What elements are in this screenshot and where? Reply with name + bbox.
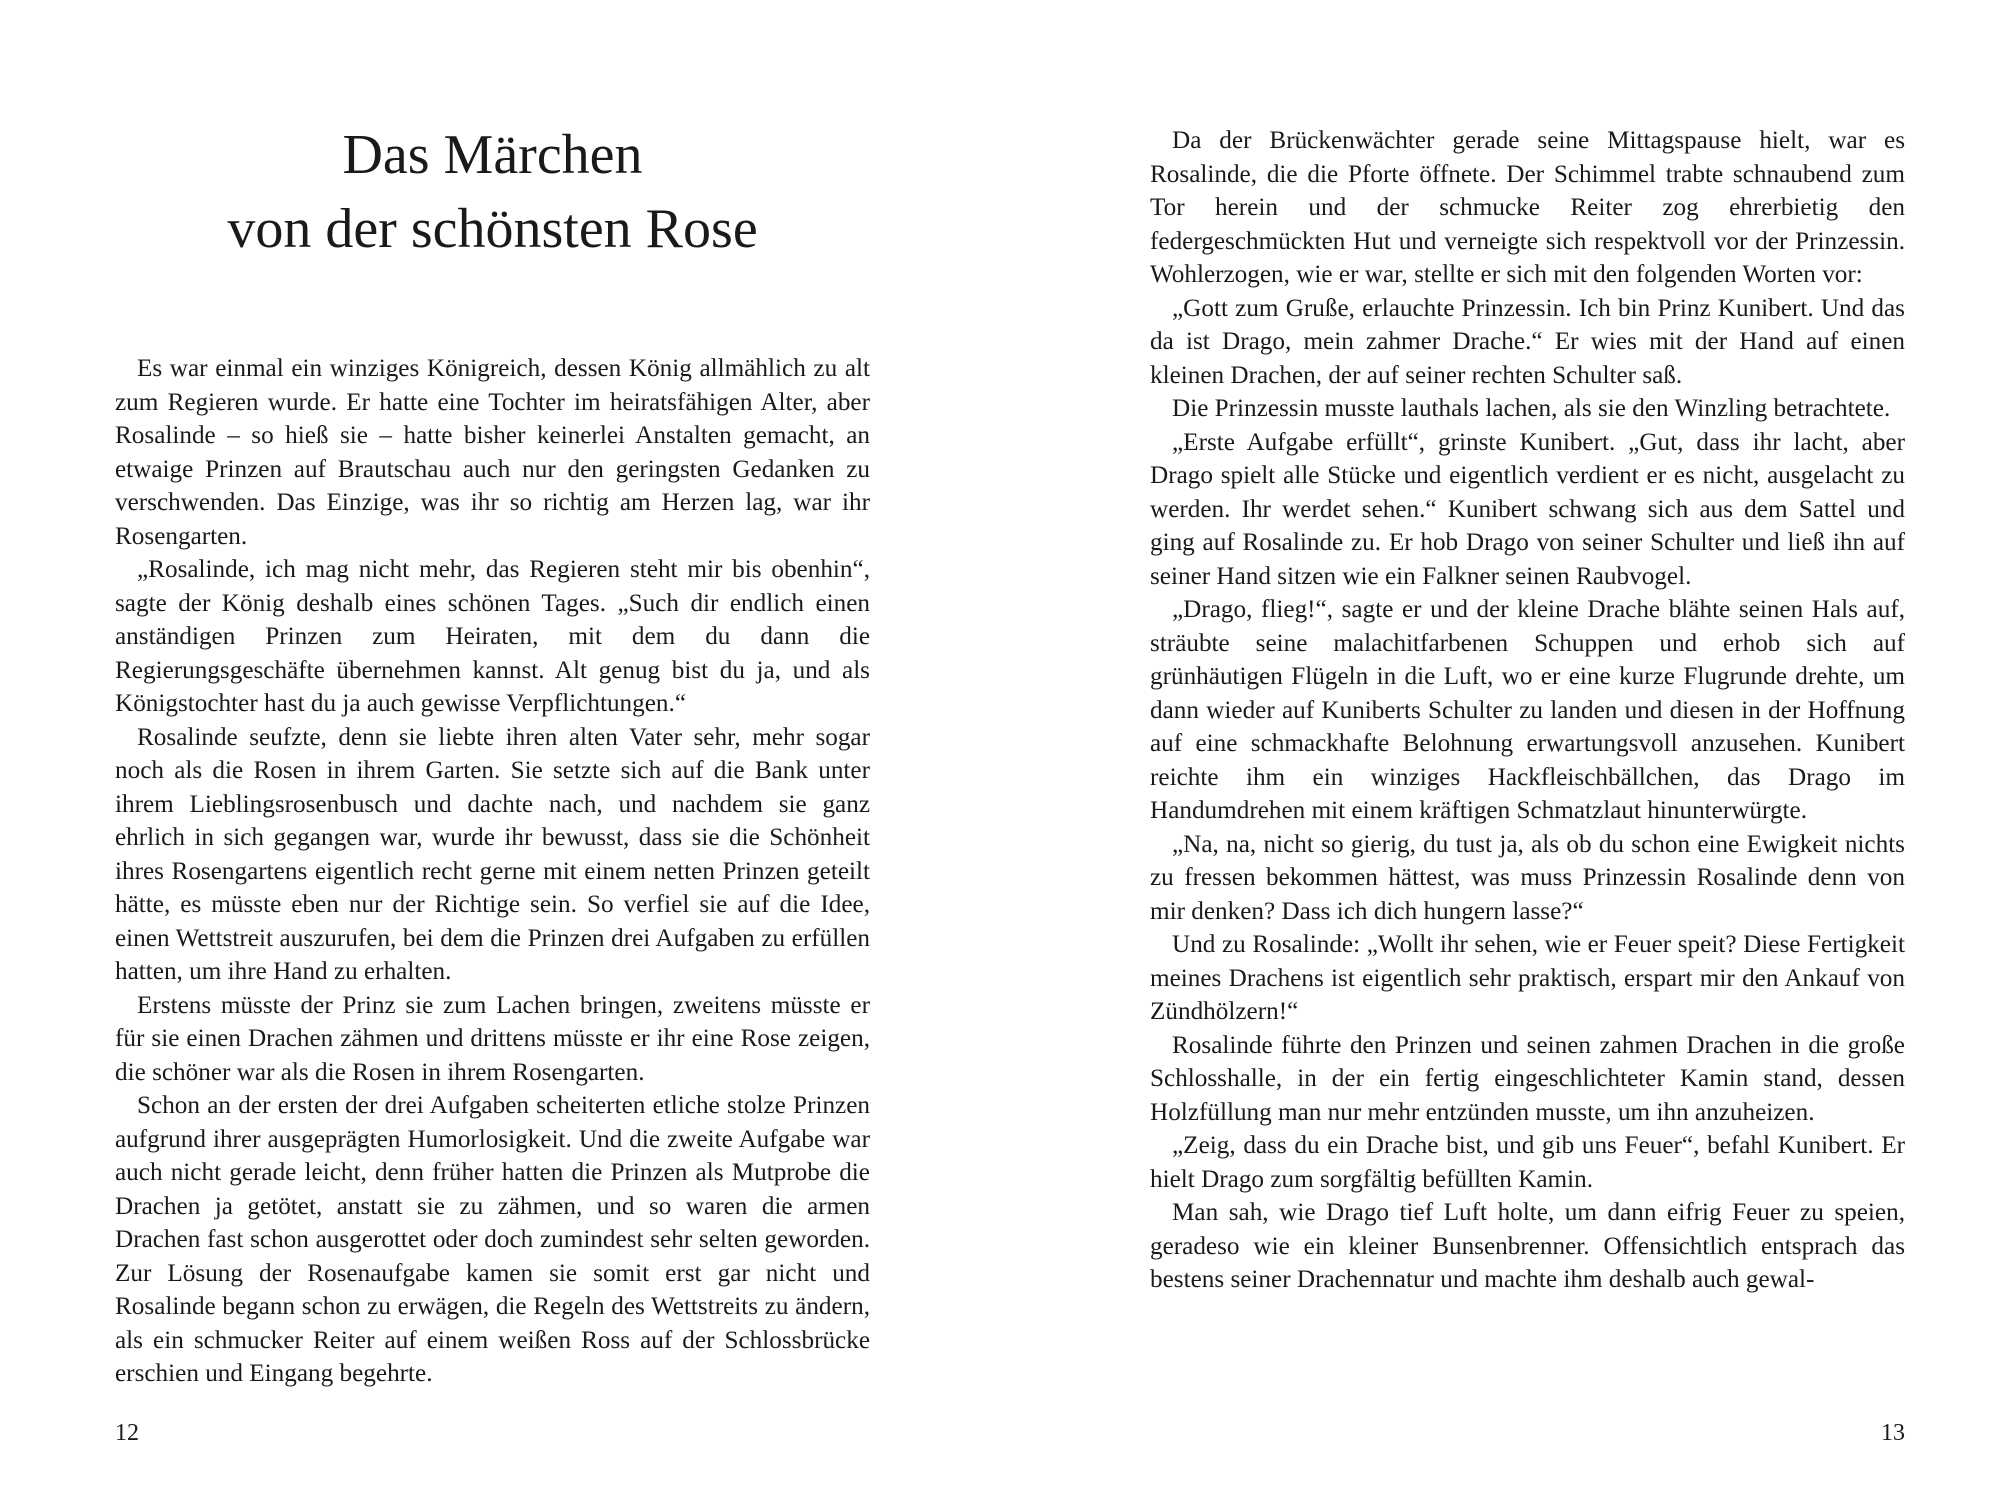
paragraph: Schon an der ersten der drei Aufgaben scheiterten etliche stolze Prinzen aufgrund ihrer ausgeprägten Humorlosigkeit. Und die zweite Aufgabe war auch nicht gerade leicht, denn früher hatten die Prinzen als Mutprobe die Drachen ja getötet, anstatt sie zu zähmen, und so waren die armen Drachen fast schon ausgerottet oder doch zumindest sehr selten geworden. Zur Lösung der Rosenaufgabe kamen sie somit erst gar nicht und Rosalinde begann schon zu erwägen, die Regeln des Wettstreits zu ändern, als ein schmucker Reiter auf einem weißen Ross auf der Schlossbrücke erschien und Eingang begehrte. bbox=[115, 1092, 870, 1387]
left-page-body bbox=[115, 352, 870, 1391]
paragraph: „Erste Aufgabe erfüllt“, grinste Kunibert. „Gut, dass ihr lacht, aber Drago spielt alle Stücke und eigentlich verdient er es nicht, ausgelacht zu werden. Ihr werdet sehen.“ Kunibert schwang sich aus dem Sattel und ging auf Rosalinde zu. Er hob Drago von seiner Schulter und ließ ihn auf seiner Hand sitzen wie ein Falkner seinen Raubvogel. bbox=[1150, 428, 1905, 590]
paragraph: „Gott zum Gruße, erlauchte Prinzessin. Ich bin Prinz Kunibert. Und das da ist Drago, mein zahmer Drache.“ Er wies mit der Hand auf einen kleinen Drachen, der auf seiner rechten Schulter saß. bbox=[1150, 294, 1905, 389]
right-page-body bbox=[1150, 124, 1905, 1297]
page-number-left: 12 bbox=[115, 1420, 139, 1446]
paragraph: „Drago, flieg!“, sagte er und der kleine Drache blähte seinen Hals auf, sträubte seine malachitfarbenen Schuppen und erhob sich auf grünhäutigen Flügeln in die Luft, wo er eine kurze Flugrunde drehte, um dann wieder auf Kuniberts Schulter zu landen und diesen in der Hoffnung auf eine schmackhafte Belohnung erwartungsvoll anzusehen. Kunibert reichte ihm ein winziges Hackfleischbällchen, das Drago im Handumdrehen mit einem kräftigen Schmatzlaut hinunterwürgte. bbox=[1150, 596, 1905, 824]
chapter-title-line-2: von der schönsten Rose bbox=[227, 198, 758, 260]
chapter-title-line-1: Das Märchen bbox=[342, 124, 643, 186]
paragraph: „Zeig, dass du ein Drache bist, und gib uns Feuer“, befahl Kunibert. Er hielt Drago zum sorgfältig befüllten Kamin. bbox=[1150, 1132, 1905, 1193]
paragraph: Da der Brückenwächter gerade seine Mittagspause hielt, war es Rosalinde, die die Pforte öffnete. Der Schimmel trabte schnaubend zum Tor herein und der schmucke Reiter zog ehrerbietig den federgeschmückten Hut und verneigte sich respektvoll vor der Prinzessin. Wohlerzogen, wie er war, stellte er sich mit den folgenden Worten vor: bbox=[1150, 127, 1905, 288]
paragraph: Man sah, wie Drago tief Luft holte, um dann eifrig Feuer zu speien, geradeso wie ein kleiner Bunsenbrenner. Offensichtlich entsprach das bestens seiner Drachennatur und machte ihm deshalb auch gewal- bbox=[1150, 1199, 1905, 1293]
paragraph: „Na, na, nicht so gierig, du tust ja, als ob du schon eine Ewigkeit nichts zu fressen bekommen hättest, was muss Prinzessin Rosalinde denn von mir denken? Dass ich dich hungern lasse?“ bbox=[1150, 830, 1905, 925]
paragraph: Erstens müsste der Prinz sie zum Lachen bringen, zweitens müsste er für sie einen Drachen zähmen und drittens müsste er ihr eine Rose zeigen, die schöner war als die Rosen in ihrem Rosengarten. bbox=[115, 991, 870, 1086]
paragraph: Die Prinzessin musste lauthals lachen, als sie den Winzling betrachtete. bbox=[1172, 395, 1891, 422]
paragraph: Und zu Rosalinde: „Wollt ihr sehen, wie er Feuer speit? Diese Fertigkeit meines Drachens ist eigentlich sehr praktisch, erspart mir den Ankauf von Zündhölzern!“ bbox=[1150, 931, 1905, 1025]
chapter-title bbox=[115, 118, 870, 266]
paragraph: Es war einmal ein winziges Königreich, dessen König allmählich zu alt zum Regieren wurde. Er hatte eine Tochter im heiratsfähigen Alter, aber Rosalinde – so hieß sie – hatte bisher keinerlei Anstalten gemacht, an etwaige Prinzen auf Brautschau auch nur den geringsten Gedanken zu verschwenden. Das Einzige, was ihr so richtig am Herzen lag, war ihr Rosengarten. bbox=[115, 355, 870, 550]
paragraph: Rosalinde seufzte, denn sie liebte ihren alten Vater sehr, mehr sogar noch als die Rosen in ihrem Garten. Sie setzte sich auf die Bank unter ihrem Lieblingsrosenbusch und dachte nach, und nachdem sie ganz ehrlich in sich gegangen war, wurde ihr bewusst, dass sie die Schönheit ihres Rosengartens eigentlich recht gerne mit einem netten Prinzen geteilt hätte, es müsste eben nur der Richtige sein. So verfiel sie auf die Idee, einen Wettstreit auszurufen, bei dem die Prinzen drei Aufgaben zu erfüllen hatten, um ihre Hand zu erhalten. bbox=[115, 723, 870, 985]
right-page bbox=[1000, 0, 2000, 1503]
paragraph: „Rosalinde, ich mag nicht mehr, das Regieren steht mir bis obenhin“, sagte der König deshalb eines schönen Tages. „Such dir endlich einen anständigen Prinzen zum Heiraten, mit dem du dann die Regierungsgeschäfte übernehmen kannst. Alt genug bist du ja, und als Königstochter hast du ja auch gewisse Verpflichtungen.“ bbox=[115, 556, 870, 717]
page-number-right: 13 bbox=[1881, 1420, 1905, 1446]
paragraph: Rosalinde führte den Prinzen und seinen zahmen Drachen in die große Schlosshalle, in der ein fertig eingeschlichteter Kamin stand, dessen Holzfüllung man nur mehr entzünden musste, um ihn anzuheizen. bbox=[1150, 1031, 1905, 1126]
